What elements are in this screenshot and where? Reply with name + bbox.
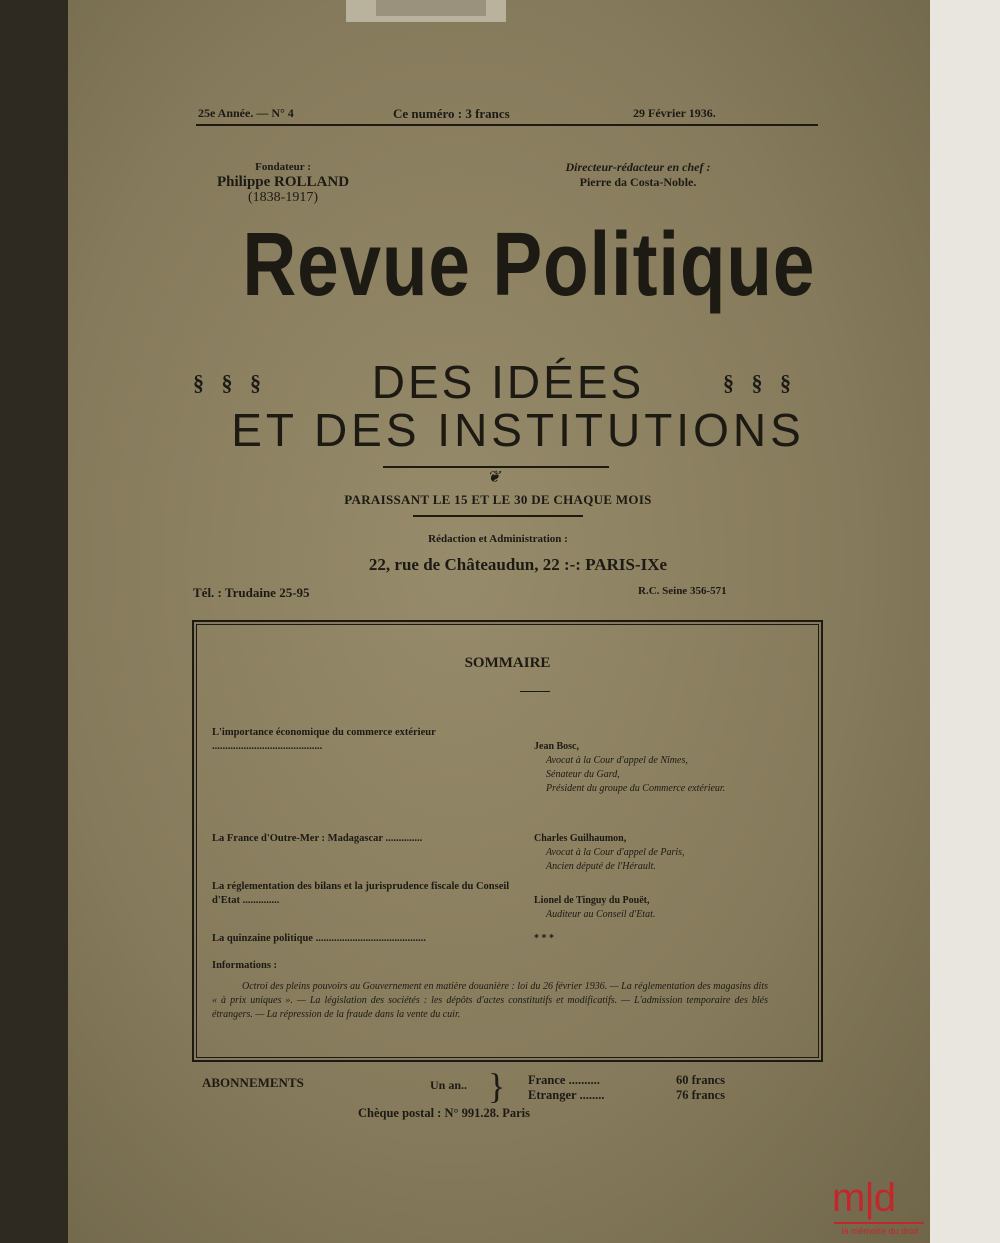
- article-title: La quinzaine politique ..........................................: [212, 933, 426, 944]
- office-label: Rédaction et Administration :: [428, 533, 568, 545]
- director-block: [538, 160, 738, 190]
- article-title: La France d'Outre-Mer : Madagascar ..............: [212, 833, 423, 844]
- title-line-institutions: ET DES INSTITUTIONS: [231, 404, 805, 456]
- price-amount: 76 francs: [676, 1088, 725, 1102]
- divider-flourish: ❦: [487, 469, 501, 486]
- price-amount: 60 francs: [676, 1073, 725, 1087]
- summary-dash: [520, 691, 550, 692]
- registry-number: R.C. Seine 356-571: [638, 585, 727, 597]
- paper-tab-shadow: [376, 0, 486, 16]
- divider-bottom: [413, 515, 583, 517]
- price-region: France ..........: [528, 1073, 600, 1087]
- price-region: Etranger ........: [528, 1088, 605, 1102]
- founder-name: Philippe ROLLAND: [216, 174, 350, 190]
- author-role: Avocat à la Cour d'appel de Paris,: [546, 847, 685, 858]
- article-author: * * *: [534, 933, 554, 944]
- publication-frequency: PARAISSANT LE 15 ET LE 30 DE CHAQUE MOIS: [344, 492, 652, 507]
- issue-header: [198, 106, 818, 126]
- author-role: Ancien député de l'Hérault.: [546, 861, 656, 872]
- postal-cheque: Chèque postal : N° 991.28. Paris: [358, 1106, 531, 1120]
- ornament-left: § § §: [193, 370, 267, 395]
- author-role: Président du groupe du Commerce extérieur.: [546, 783, 726, 794]
- issue-price: Ce numéro : 3 francs: [393, 106, 510, 121]
- price-row: [528, 1088, 725, 1103]
- author-role: Auditeur au Conseil d'Etat.: [546, 909, 656, 920]
- article-title: L'importance économique du commerce extérieur ..........................................: [212, 727, 436, 752]
- author-role: Avocat à la Cour d'appel de Nîmes,: [546, 755, 688, 766]
- info-label: Informations :: [212, 960, 278, 971]
- watermark-logo: [832, 1176, 928, 1236]
- phone-number: Tél. : Trudaine 25-95: [193, 585, 310, 600]
- document-page: [68, 0, 930, 1243]
- article-author-block: [534, 832, 744, 874]
- founder-block: [193, 160, 373, 205]
- issue-date: 29 Février 1936.: [633, 106, 716, 120]
- director-label: Directeur-rédacteur en chef :: [565, 160, 711, 174]
- title-line-idees: DES IDÉES: [371, 356, 645, 408]
- article-title: La réglementation des bilans et la jurisprudence fiscale du Conseil d'Etat ..............: [212, 881, 510, 906]
- subscription-period: Un an..: [430, 1078, 468, 1092]
- founder-label: Fondateur :: [255, 161, 311, 173]
- revue-title: Revue Politique: [242, 215, 816, 315]
- info-text: Octroi des pleins pouvoirs au Gouvernement en matière douanière : loi du 26 février 1936. — La réglementation des magasins dits « à prix uniques ». — La législation des sociétés : les dépôts d'actes constitutifs et modificatifs. — L'admission temporaire des blés étrangers. — La répression de la fraude dans la vente du cuir.: [212, 981, 768, 1020]
- article-author-block: [534, 740, 744, 796]
- header-rule: [196, 124, 818, 126]
- article-author: Charles Guilhaumon,: [534, 833, 627, 844]
- logo-bar: [834, 1222, 924, 1224]
- article-author: Jean Bosc,: [534, 741, 579, 752]
- photo-background-left: [0, 0, 68, 1243]
- author-role: Sénateur du Gard,: [546, 769, 620, 780]
- issue-number: 25e Année. — N° 4: [198, 106, 294, 120]
- director-name: Pierre da Costa-Noble.: [579, 175, 697, 189]
- summary-box: [192, 620, 823, 1062]
- article-author-block: [534, 894, 744, 922]
- logo-tagline: la mémoire du droit: [841, 1226, 919, 1236]
- ornament-right: § § §: [723, 370, 797, 395]
- price-row: [528, 1073, 725, 1088]
- brace-symbol: }: [488, 1066, 506, 1106]
- founder-years: (1838-1917): [248, 190, 318, 205]
- summary-heading: SOMMAIRE: [464, 655, 551, 671]
- article-author: Lionel de Tinguy du Pouët,: [534, 895, 650, 906]
- subscriptions-label: ABONNEMENTS: [202, 1075, 304, 1090]
- logo-letters: m|d: [832, 1176, 895, 1220]
- photo-background-right: [930, 0, 1000, 1243]
- office-address: 22, rue de Châteaudun, 22 :-: PARIS-IXe: [368, 555, 668, 574]
